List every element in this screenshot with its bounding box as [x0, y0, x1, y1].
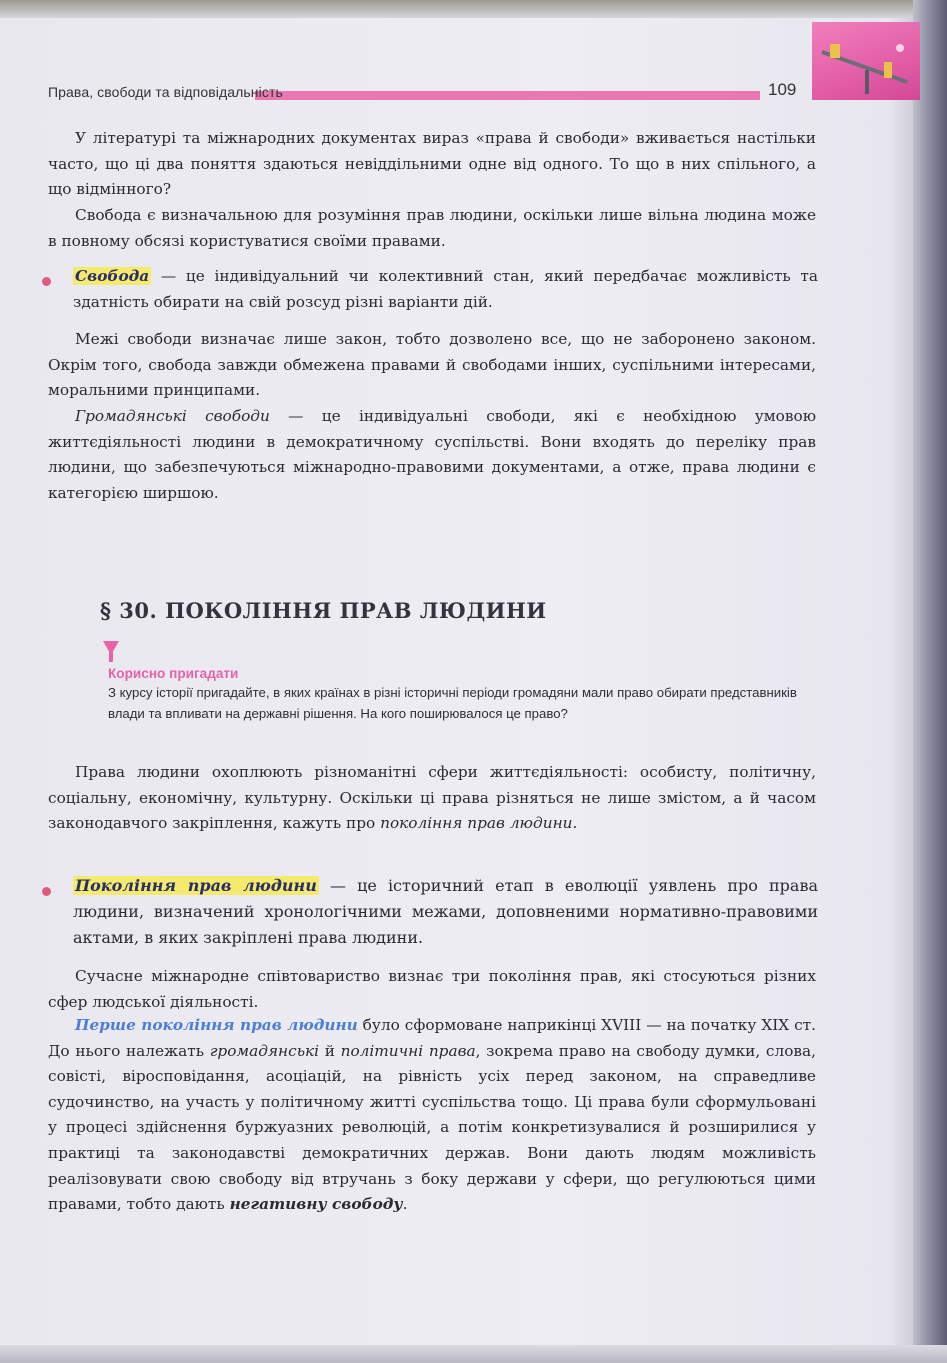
civil-freedoms-term: Громадянські свободи — [75, 407, 270, 425]
recall-text: З курсу історії пригадайте, в яких країнах в різні історичні періоди громадяни мали право обирати представників влади та впливати на державні рішення. На кого поширювалося це право? — [108, 685, 797, 721]
three-generations-paragraph: Сучасне міжнародне співтовариство визнає три покоління прав, які стосуються різних сфер людської діяльності. — [48, 967, 816, 1011]
chapter-corner-illustration — [812, 22, 920, 100]
limits-paragraph: Межі свободи визначає лише закон, тобто дозволено все, що не заборонено законом. Окрім того, свобода завжди обмежена правами й свободами інших, суспільними інтересами, моральними принципами. — [48, 330, 816, 400]
intro-paragraph-1: У літературі та міжнародних документах вираз «права й свободи» вживається настільки часто, що ці два поняття здаються невіддільними одне від одного. То що в них спільного, а що відмінного? — [48, 129, 816, 199]
recall-heading: Корисно пригадати — [108, 666, 239, 681]
definition-bullet-icon — [42, 887, 51, 896]
first-generation-paragraph — [48, 1013, 816, 1218]
page-bottom-shadow — [0, 1345, 947, 1363]
freedom-term: Свобода — [75, 267, 150, 285]
page-binding-edge — [913, 0, 947, 1363]
first-generation-term: Перше покоління прав людини — [75, 1016, 358, 1034]
page-top-shadow — [0, 0, 947, 18]
scales-icon — [812, 22, 920, 100]
first-generation-text-c: , зокрема право на свободу думки, слова, совісті, віросповідання, асоціацій, на рівність усіх перед законом, на справедливе судочинство, на участь у політичному житті суспільства тощо. Ці права були сформульовані у процесі здійснення буржуазних революцій, а потім конкретизувалися й розширилися у практиці та законодавстві демократичних держав. Вони дають людям можливість реалізовувати свою свободу від втручань з боку держави у сфери, що регулюються цими правами, тобто дають — [48, 1041, 816, 1214]
generations-definition-text: — це історичний етап в еволюції уявлень про права людини, визначений хронологічними межами, доповненими нормативно-правовими актами, в яких закріплені права людини. — [73, 876, 818, 947]
first-generation-text-b: й — [319, 1041, 341, 1060]
generations-intro-text: Права людини охоплюють різноманітні сфери життєдіяльності: особисту, політичну, соціальну, економічну, культурну. Оскільки ці права різняться не лише змістом, а й часом законодавчого закріплення, кажуть про — [48, 763, 816, 833]
generations-definition — [73, 873, 818, 951]
header-accent-bar — [255, 91, 760, 100]
political-rights-term: політичні права — [340, 1041, 476, 1060]
definition-bullet-icon — [42, 277, 51, 286]
running-header: Права, свободи та відповідальність — [48, 84, 283, 100]
civil-rights-term: громадянські — [209, 1041, 320, 1060]
freedom-definition-text: — це індивідуальний чи колективний стан, який передбачає можливість та здатність обирати на свій розсуд різні варіанти дій. — [73, 267, 818, 311]
generations-intro-term: покоління прав людини. — [380, 814, 578, 833]
civil-freedoms-paragraph — [48, 404, 816, 506]
section-title: § 30. ПОКОЛІННЯ ПРАВ ЛЮДИНИ — [100, 598, 547, 623]
first-generation-text-a: було сформоване наприкінці XVIII — на початку XIX ст. До нього належать — [48, 1016, 816, 1060]
page-number: 109 — [768, 80, 797, 99]
recall-marker-stem — [109, 652, 113, 662]
generations-intro-paragraph — [48, 760, 816, 837]
generations-term: Покоління прав людини — [75, 876, 317, 895]
first-generation-end: . — [402, 1195, 408, 1214]
freedom-definition — [73, 264, 818, 315]
negative-freedom-term: негативну свободу — [229, 1195, 403, 1214]
intro-paragraph-2: Свобода є визначальною для розуміння прав людини, оскільки лише вільна людина може в повному обсязі користуватися своїми правами. — [48, 206, 816, 250]
civil-freedoms-text: — це індивідуальні свободи, які є необхідною умовою життєдіяльності людини в демократичному суспільстві. Вони входять до переліку прав людини, що забезпечуються міжнародно-правовими документами, а отже, права людини є категорією ширшою. — [48, 407, 817, 502]
